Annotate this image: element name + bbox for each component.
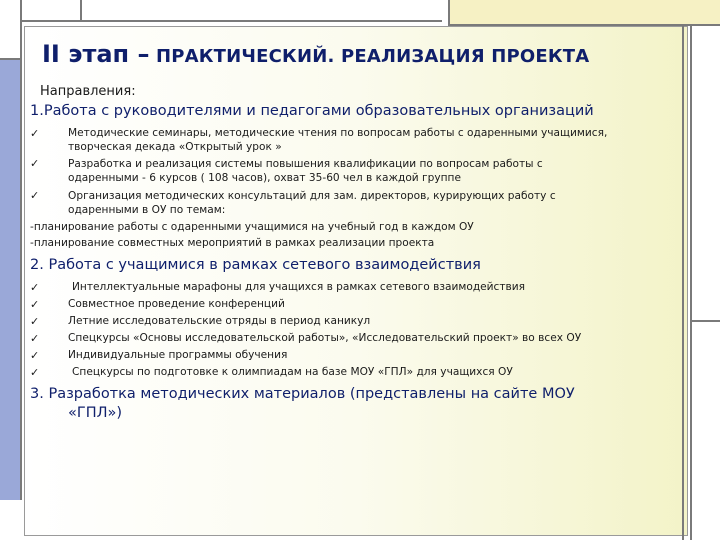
section1-item-2-line1: Разработка и реализация системы повышения квалификации по вопросам работы с <box>68 158 543 170</box>
check-icon: ✓ <box>30 349 40 362</box>
section1-item-1-line1: Методические семинары, методические чтения по вопросам работы с одаренными учащимися, <box>68 127 608 139</box>
title-stage: II этап – <box>42 40 150 68</box>
section1-item-1-line2: творческая декада «Открытый урок » <box>68 141 282 153</box>
section1-dash-2: -планирование совместных мероприятий в рамках реализации проекта <box>30 237 435 249</box>
section3-heading-line1: 3. Разработка методических материалов (представлены на сайте МОУ <box>30 386 575 402</box>
frame-divider <box>690 320 720 322</box>
section1-item-3-line2: одаренными в ОУ по темам: <box>68 204 226 216</box>
frame-block-top-2 <box>82 0 442 22</box>
page-title <box>42 40 589 68</box>
section2-heading: 2. Работа с учащимися в рамках сетевого взаимодействия <box>30 257 481 273</box>
check-icon: ✓ <box>30 281 40 294</box>
check-icon: ✓ <box>30 332 40 345</box>
section1-item-3 <box>68 189 556 217</box>
section2-item-6: Спецкурсы по подготовке к олимпиадам на базе МОУ «ГПЛ» для учащихся ОУ <box>72 366 513 378</box>
check-icon: ✓ <box>30 315 40 328</box>
check-icon: ✓ <box>30 127 40 140</box>
section2-item-5: Индивидуальные программы обучения <box>68 349 288 361</box>
section1-heading: 1.Работа с руководителями и педагогами образовательных организаций <box>30 103 594 119</box>
frame-block-left-blue <box>0 60 22 500</box>
section2-item-2: Совместное проведение конференций <box>68 298 285 310</box>
section2-item-1: Интеллектуальные марафоны для учащихся в рамках сетевого взаимодействия <box>72 281 526 293</box>
check-icon: ✓ <box>30 157 40 170</box>
section1-dash-1: -планирование работы с одаренными учащимися на учебный год в каждом ОУ <box>30 221 474 233</box>
section1-item-1 <box>68 126 607 154</box>
section1-item-3-line1: Организация методических консультаций для зам. директоров, курирующих работу с <box>68 190 556 202</box>
check-icon: ✓ <box>30 189 40 202</box>
frame-line-vertical <box>682 26 684 540</box>
check-icon: ✓ <box>30 298 40 311</box>
frame-block-top-1 <box>22 0 82 22</box>
section3-heading-line2: «ГПЛ») <box>68 405 123 421</box>
section1-item-2-line2: одаренными - 6 курсов ( 108 часов), охват 35-60 чел в каждой группе <box>68 172 461 184</box>
directions-label: Направления: <box>40 84 136 99</box>
section2-item-4: Спецкурсы «Основы исследовательской работы», «Исследовательский проект» во всех ОУ <box>68 332 582 344</box>
frame-block-right <box>690 26 720 540</box>
frame-block-top-left <box>0 0 22 60</box>
title-rest: ПРАКТИЧЕСКИЙ. РЕАЛИЗАЦИЯ ПРОЕКТА <box>149 46 590 67</box>
frame-block-top-yellow <box>448 0 720 26</box>
section2-item-3: Летние исследовательские отряды в период каникул <box>68 315 371 327</box>
section1-item-2 <box>68 157 543 185</box>
check-icon: ✓ <box>30 366 40 379</box>
